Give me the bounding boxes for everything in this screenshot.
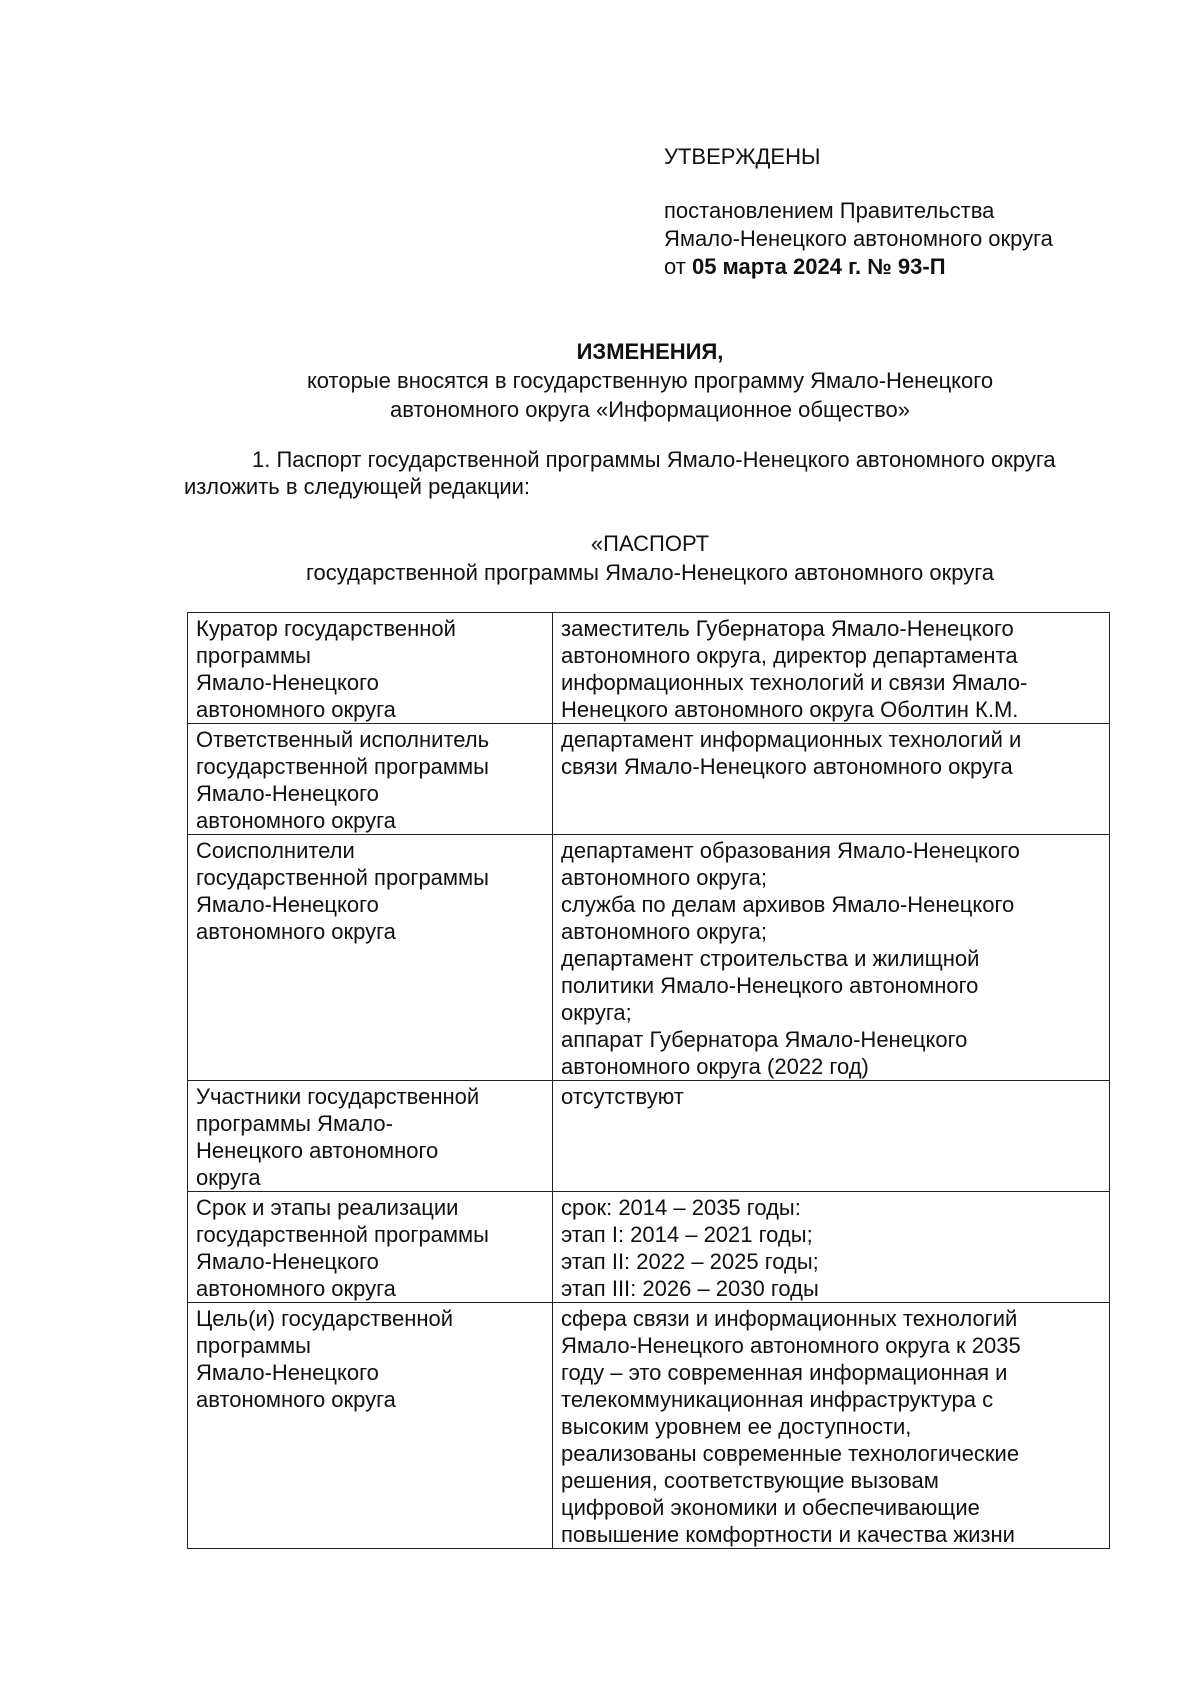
row-label-cell <box>188 613 553 724</box>
approval-stamp: УТВЕРЖДЕНЫ <box>664 144 821 169</box>
row-value-line: информационных технологий и связи Ямало- <box>561 670 1028 695</box>
row-value-cell <box>553 1303 1110 1549</box>
row-value-line: автономного округа; <box>561 865 768 890</box>
row-value-line: сфера связи и информационных технологий <box>561 1306 1018 1331</box>
passport-title: «ПАСПОРТ <box>590 531 710 556</box>
row-value-line: департамент информационных технологий и <box>561 727 1022 752</box>
row-value-line: Ненецкого автономного округа Оболтин К.М. <box>561 697 1019 722</box>
approval-line-1: постановлением Правительства <box>664 198 995 223</box>
row-label-line: государственной программы <box>196 865 489 890</box>
row-label-line: Ямало-Ненецкого <box>196 1249 379 1274</box>
row-label-line: государственной программы <box>196 1222 489 1247</box>
row-label-line: Ямало-Ненецкого <box>196 892 379 917</box>
table-row <box>188 1303 1110 1549</box>
row-value-line: аппарат Губернатора Ямало-Ненецкого <box>561 1027 968 1052</box>
row-value-line: связи Ямало-Ненецкого автономного округа <box>561 754 1013 779</box>
changes-heading <box>180 337 1120 424</box>
row-label-cell <box>188 835 553 1081</box>
row-value-line: этап III: 2026 – 2030 годы <box>561 1276 819 1301</box>
approval-date-prefix: от <box>664 254 692 279</box>
approval-date-line <box>664 253 1134 281</box>
row-label-line: Ямало-Ненецкого <box>196 781 379 806</box>
passport-heading <box>180 529 1120 587</box>
row-label-line: Куратор государственной <box>196 616 456 641</box>
row-label-cell <box>188 1303 553 1549</box>
row-label-line: Ямало-Ненецкого <box>196 670 379 695</box>
row-label-line: Срок и этапы реализации <box>196 1195 459 1220</box>
row-value-cell <box>553 613 1110 724</box>
row-value-line: решения, соответствующие вызовам <box>561 1468 939 1493</box>
passport-subtitle: государственной программы Ямало-Ненецкого автономного округа <box>305 560 994 585</box>
changes-subtitle-line-2: автономного округа «Информационное общество» <box>389 397 911 422</box>
row-value-line: автономного округа, директор департамента <box>561 643 1018 668</box>
row-value-line: телекоммуникационная инфраструктура с <box>561 1387 994 1412</box>
row-label-line: автономного округа <box>196 808 396 833</box>
row-value-line: автономного округа (2022 год) <box>561 1054 869 1079</box>
row-label-line: округа <box>196 1165 261 1190</box>
row-label-cell <box>188 1081 553 1192</box>
row-value-cell <box>553 1192 1110 1303</box>
row-label-line: автономного округа <box>196 919 396 944</box>
row-value-line: политики Ямало-Ненецкого автономного <box>561 973 979 998</box>
row-value-line: департамент образования Ямало-Ненецкого <box>561 838 1020 863</box>
row-value-line: Ямало-Ненецкого автономного округа к 2035 <box>561 1333 1021 1358</box>
row-value-line: этап II: 2022 – 2025 годы; <box>561 1249 819 1274</box>
row-label-line: Ямало-Ненецкого <box>196 1360 379 1385</box>
row-value-line: отсутствуют <box>561 1084 684 1109</box>
row-value-line: высоким уровнем ее доступности, <box>561 1414 912 1439</box>
row-value-line: заместитель Губернатора Ямало-Ненецкого <box>561 616 1014 641</box>
changes-subtitle-line-1: которые вносятся в государственную программу Ямало-Ненецкого <box>306 368 994 393</box>
row-value-cell <box>553 1081 1110 1192</box>
row-value-line: повышение комфортности и качества жизни <box>561 1522 1015 1547</box>
row-label-line: автономного округа <box>196 697 396 722</box>
row-label-cell <box>188 1192 553 1303</box>
row-value-cell <box>553 724 1110 835</box>
row-value-line: департамент строительства и жилищной <box>561 946 980 971</box>
row-value-line: округа; <box>561 1000 632 1025</box>
passport-table-body <box>188 613 1110 1549</box>
row-label-line: программы <box>196 1333 311 1358</box>
row-label-line: автономного округа <box>196 1387 396 1412</box>
approval-line-2: Ямало-Ненецкого автономного округа <box>664 226 1053 251</box>
table-row <box>188 1081 1110 1192</box>
passport-table <box>187 612 1110 1549</box>
row-value-line: году – это современная информационная и <box>561 1360 1008 1385</box>
table-row <box>188 613 1110 724</box>
row-label-line: государственной программы <box>196 754 489 779</box>
row-label-cell <box>188 724 553 835</box>
row-label-line: программы Ямало- <box>196 1111 393 1136</box>
row-value-line: реализованы современные технологические <box>561 1441 1020 1466</box>
table-row <box>188 724 1110 835</box>
row-label-line: Цель(и) государственной <box>196 1306 454 1331</box>
row-value-line: автономного округа; <box>561 919 768 944</box>
approval-block <box>664 143 1134 281</box>
row-label-line: автономного округа <box>196 1276 396 1301</box>
row-value-line: срок: 2014 – 2035 годы: <box>561 1195 801 1220</box>
changes-title: ИЗМЕНЕНИЯ, <box>576 339 724 364</box>
row-value-line: цифровой экономики и обеспечивающие <box>561 1495 980 1520</box>
row-value-cell <box>553 835 1110 1081</box>
row-label-line: Соисполнители <box>196 838 355 863</box>
row-label-line: программы <box>196 643 311 668</box>
row-value-line: этап I: 2014 – 2021 годы; <box>561 1222 813 1247</box>
row-label-line: Ответственный исполнитель <box>196 727 490 752</box>
item-1-paragraph: 1. Паспорт государственной программы Ямало-Ненецкого автономного округа изложить в следующей редакции: <box>184 447 1056 499</box>
row-label-line: Участники государственной <box>196 1084 480 1109</box>
table-row <box>188 835 1110 1081</box>
approval-date: 05 марта 2024 г. № 93-П <box>691 254 946 279</box>
row-label-line: Ненецкого автономного <box>196 1138 439 1163</box>
row-value-line: служба по делам архивов Ямало-Ненецкого <box>561 892 1015 917</box>
table-row <box>188 1192 1110 1303</box>
